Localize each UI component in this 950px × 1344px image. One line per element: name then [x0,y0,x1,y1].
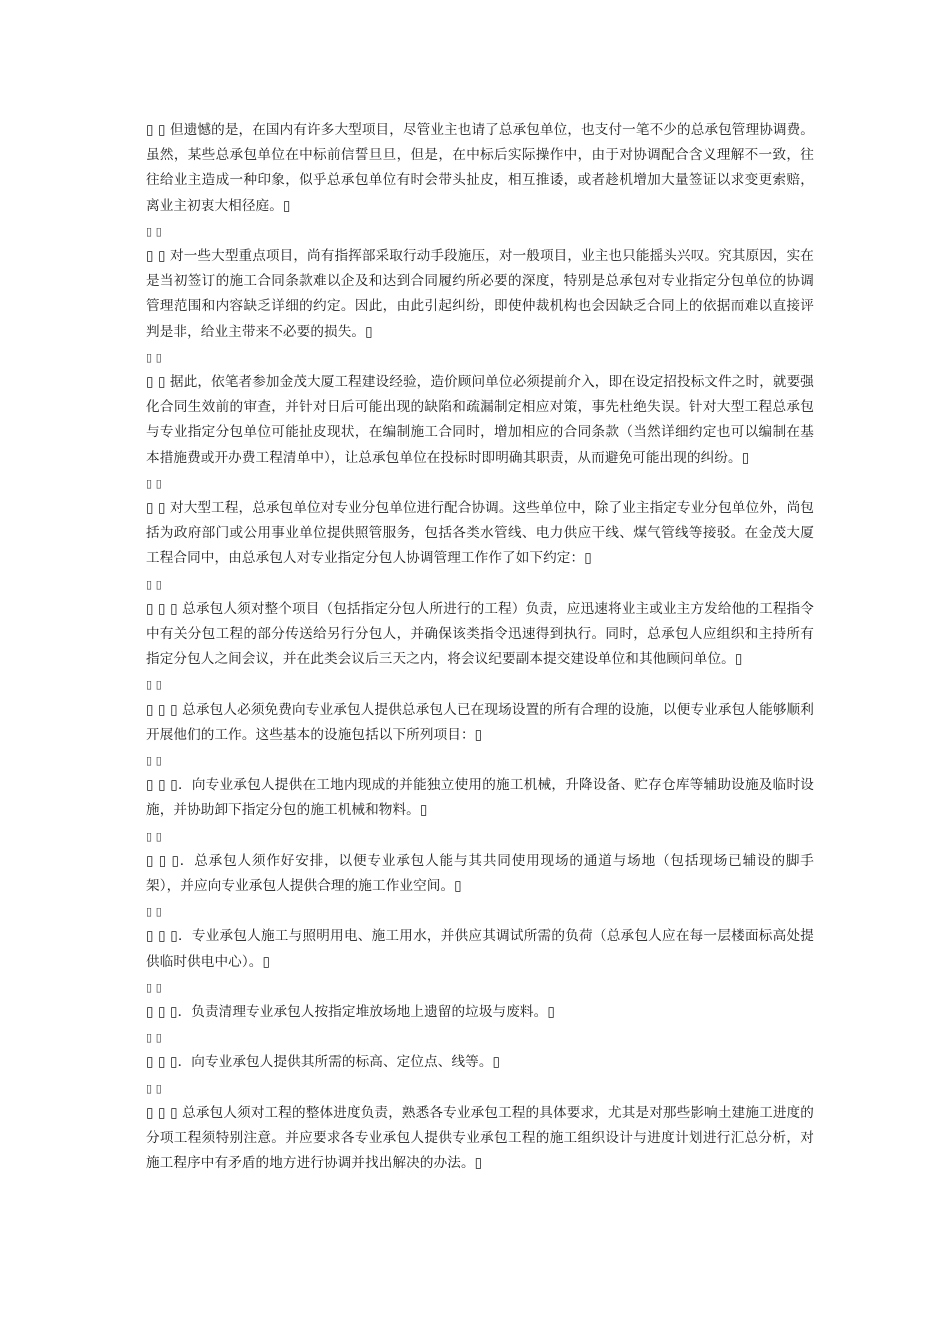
paragraph: ▯ ▯ ▯．专业承包人施工与照明用电、施工用水，并供应其调试所需的负荷（总承包人应在每一层楼面标高处提供临时供电中心）。▯ [146,928,814,970]
paragraph-gap [146,471,814,496]
paragraph-gap [146,1076,814,1101]
paragraph: ▯ ▯ ▯ 总承包人须对工程的整体进度负责，熟悉各专业承包工程的具体要求，尤其是对那些影响土建施工进度的分项工程须特别注意。并应要求各专业承包人提供专业承包工程的施工组织设计与进度计划进行汇总分析，对施工程序中有矛盾的地方进行协调并找出解决的办法。▯ [146,1104,814,1172]
paragraph-gap [146,219,814,244]
paragraph: ▯ ▯ 对一些大型重点项目，尚有指挥部采取行动手段施压，对一般项目，业主也只能摇头兴叹。究其原因，实在是当初签订的施工合同条款难以企及和达到合同履约所必要的深度，特别是总承包对专业指定分包单位的协调管理范围和内容缺乏详细的约定。因此，由此引起纠纷，即使仲裁机构也会因缺乏合同上的依据而难以直接评判是非，给业主带来不必要的损失。▯ [146,248,814,340]
paragraph: ▯ ▯ ▯．向专业承包人提供在工地内现成的并能独立使用的施工机械，升降设备、贮存仓库等辅助设施及临时设施，并协助卸下指定分包的施工机械和物料。▯ [146,777,814,819]
paragraph-gap [146,1025,814,1050]
paragraph-gap [146,975,814,1000]
paragraph: ▯ ▯ 据此，依笔者参加金茂大厦工程建设经验，造价顾问单位必须提前介入，即在设定招投标文件之时，就要强化合同生效前的审查，并针对日后可能出现的缺陷和疏漏制定相应对策，事先杜绝失误。针对大型工程总承包与专业指定分包单位可能扯皮现状，在编制施工合同时，增加相应的合同条款（当然详细约定也可以编制在基本措施费或开办费工程清单中），让总承包单位在投标时即明确其职责，从而避免可能出现的纠纷。▯ [146,374,814,466]
paragraph: ▯ ▯ 对大型工程，总承包单位对专业分包单位进行配合协调。这些单位中，除了业主指定专业分包单位外，尚包括为政府部门或公用事业单位提供照管服务，包括各类水管线、电力供应干线、煤气管线等接驳。在金茂大厦工程合同中，由总承包人对专业指定分包人协调管理工作作了如下约定：▯ [146,500,814,567]
paragraph: ▯ ▯ 但遗憾的是，在国内有许多大型项目，尽管业主也请了总承包单位，也支付一笔不少的总承包管理协调费。虽然，某些总承包单位在中标前信誓旦旦，但是，在中标后实际操作中，由于对协调配合含义理解不一致，往往给业主造成一种印象，似乎总承包单位有时会带头扯皮，相互推诿，或者趁机增加大量签证以求变更索赔，离业主初衷大相径庭。▯ [146,122,814,214]
paragraph-gap [146,824,814,849]
paragraph-gap [146,899,814,924]
paragraph: ▯ ▯ ▯．负责清理专业承包人按指定堆放场地上遗留的垃圾与废料。▯ [146,1003,555,1020]
paragraph-gap [146,748,814,773]
paragraph: ▯ ▯ ▯ 总承包人须对整个项目（包括指定分包人所进行的工程）负责，应迅速将业主或业主方发给他的工程指令中有关分包工程的部分传送给另行分包人，并确保该类指令迅速得到执行。同时，总承包人应组织和主持所有指定分包人之间会议，并在此类会议后三天之内，将会议纪要副本提交建设单位和其他顾问单位。▯ [146,600,814,668]
document-body [146,118,814,1176]
paragraph-gap [146,345,814,370]
paragraph: ▯ ▯ ▯ 总承包人必须免费向专业承包人提供总承包人已在现场设置的所有合理的设施，以便专业承包人能够顺利开展他们的工作。这些基本的设施包括以下所列项目：▯ [146,701,814,743]
paragraph-gap [146,672,814,697]
paragraph: ▯ ▯ ▯．向专业承包人提供其所需的标高、定位点、线等。▯ [146,1054,501,1071]
paragraph: ▯ ▯ ▯．总承包人须作好安排，以便专业承包人能与其共同使用现场的通道与场地（包括现场已辅设的脚手架），并应向专业承包人提供合理的施工作业空间。▯ [146,852,814,894]
paragraph-gap [146,572,814,597]
